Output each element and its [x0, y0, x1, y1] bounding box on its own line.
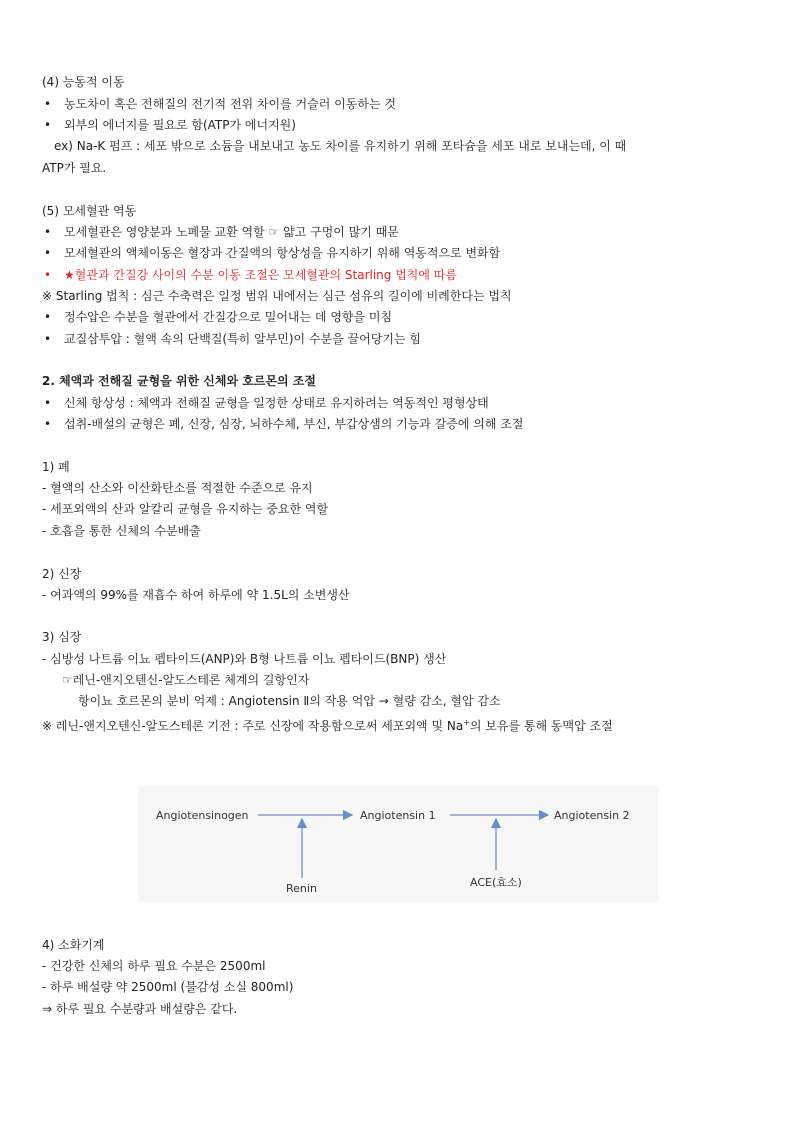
list-item: ⇒ 하루 필요 수분량과 배설량은 같다. — [42, 1002, 238, 1016]
bullet-item-highlight: • ★혈관과 간질강 사이의 수분 이동 조절은 모세혈관의 Starling 법칙에 따름 — [42, 267, 457, 283]
angiotensin-2-label: Angiotensin 2 — [554, 809, 630, 822]
angiotensin-1-label: Angiotensin 1 — [360, 809, 436, 822]
list-item: - 건강한 신체의 하루 필요 수분은 2500ml — [42, 959, 266, 973]
pathway-svg — [138, 786, 658, 902]
angiotensin-pathway-diagram — [138, 786, 658, 902]
list-item: - 혈액의 산소와 이산화탄소를 적절한 수준으로 유지 — [42, 481, 313, 495]
list-subitem: 항이뇨 호르몬의 분비 억제 : Angiotensin Ⅱ의 작용 억압 → 혈량 감소, 혈압 감소 — [78, 694, 501, 708]
bullet-item: • 외부의 에너지를 필요로 함(ATP가 에너지원) — [42, 117, 296, 133]
bullet-item: • 모세혈관은 영양분과 노폐물 교환 역할 ☞ 얇고 구멍이 많기 때문 — [42, 224, 399, 240]
ace-label: ACE(효소) — [470, 876, 522, 889]
digestive-title: 4) 소화기계 — [42, 938, 105, 952]
section-5-title: (5) 모세혈관 역동 — [42, 204, 137, 218]
bullet-item: • 신체 항상성 : 체액과 전해질 균형을 일정한 상태로 유지하려는 역동적인 평형상태 — [42, 395, 489, 411]
bullet-item: • 모세혈관의 액체이동은 혈장과 간질액의 항상성을 유지하기 위해 역동적으로 변화함 — [42, 245, 500, 261]
bullet-item: • 농도차이 혹은 전해질의 전기적 전위 차이를 거슬러 이동하는 것 — [42, 96, 396, 112]
list-item: - 하루 배설량 약 2500ml (불감성 소실 800ml) — [42, 980, 294, 994]
heart-title: 3) 심장 — [42, 630, 82, 644]
lung-title: 1) 폐 — [42, 460, 70, 474]
list-item: - 심방성 나트륨 이뇨 펩타이드(ANP)와 B형 나트륨 이뇨 펩타이드(BNP) 생산 — [42, 652, 447, 666]
bullet-item: • 섭취-배설의 균형은 폐, 신장, 심장, 뇌하수체, 부신, 부갑상샘의 기능과 갈증에 의해 조절 — [42, 416, 524, 432]
bullet-item: • 교질삼투압 : 혈액 속의 단백질(특히 알부민)이 수분을 끌어당기는 힘 — [42, 331, 421, 347]
raas-note-text: ※ 레닌-앤지오텐신-알도스테론 기전 : 주로 신장에 작용함으로써 세포외액 및 Na — [42, 719, 464, 733]
list-item: - 호흡을 통한 신체의 수분배출 — [42, 524, 201, 538]
list-subitem: ☞레닌-앤지오텐신-알도스테론 체계의 길항인자 — [62, 673, 310, 687]
renin-label: Renin — [286, 882, 317, 895]
section-2-title: 2. 체액과 전해질 균형을 위한 신체와 호르몬의 조절 — [42, 374, 316, 388]
list-item: - 세포외액의 산과 알칼리 균형을 유지하는 중요한 역할 — [42, 502, 329, 516]
kidney-title: 2) 신장 — [42, 567, 82, 581]
list-item: - 여과액의 99%를 재흡수 하여 하루에 약 1.5L의 소변생산 — [42, 588, 350, 602]
angiotensinogen-label: Angiotensinogen — [156, 809, 249, 822]
bullet-item: • 정수압은 수분을 혈관에서 간질강으로 밀어내는 데 영향을 미침 — [42, 309, 392, 325]
section-4-title: (4) 능동적 이동 — [42, 75, 125, 89]
raas-note-text-end: 의 보유를 통해 동맥압 조절 — [469, 719, 613, 733]
superscript-plus: + — [463, 718, 470, 727]
raas-note — [42, 715, 613, 734]
starling-note: ※ Starling 법칙 : 심근 수축력은 일정 범위 내에서는 심근 섬유의 길이에 비례한다는 법칙 — [42, 289, 512, 303]
example-line-continued: ATP가 필요. — [42, 161, 107, 175]
example-line: ex) Na-K 펌프 : 세포 밖으로 소듐을 내보내고 농도 차이를 유지하기 위해 포타슘을 세포 내로 보내는데, 이 때 — [54, 139, 627, 153]
